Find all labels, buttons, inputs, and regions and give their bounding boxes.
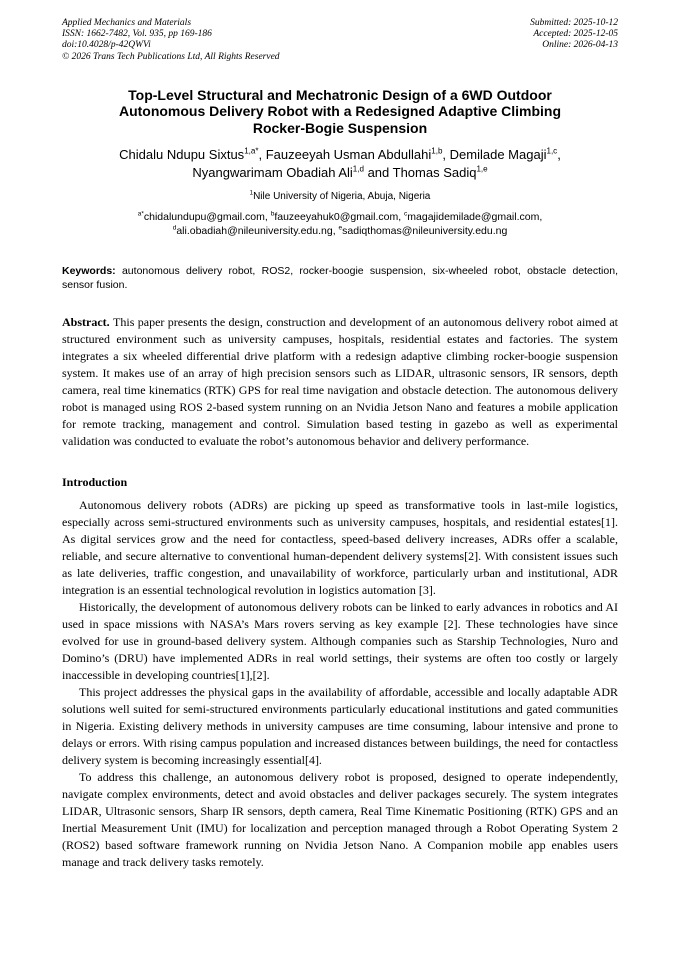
email-line-1: $^{a*}$chidalundupu@gmail.com, $^b$fauzeeyahuk0@gmail.com, $^c$magajidemilade@gmail.com, (137, 210, 543, 224)
paper-title-line-2: Autonomous Delivery Robot with a Redesigned Adaptive Climbing (118, 103, 562, 120)
author-list (62, 146, 618, 181)
online-date: Online: 2026-04-13 (542, 40, 618, 51)
paper-title-line-3: Rocker-Bogie Suspension (252, 119, 428, 136)
abstract: Abstract. This paper presents the design, construction and development of an autonomous delivery robot aimed at structured environment such as university campuses, hospitals, residential estates and factories. The system integrates a six wheeled differential drive platform with a redesign adaptive climbing rocker-boogie suspension system. It makes use of an array of high precision sensors such as LIDAR, ultrasonic sensors, IR sensors, depth camera, real time kinematics (RTK) GPS for real time navigation and obstacle detection. The autonomous delivery robot is managed using ROS 2-based system running on an Nvidia Jetson Nano and features a mobile application for remote tracking, management and control. Simulation based testing in gazebo as well as experimental validation was conducted to evaluate the robot’s autonomous behavior and delivery performance. (62, 315, 618, 449)
journal-header (62, 18, 618, 63)
journal-doi: doi:10.4028/p-42QWVi (62, 40, 151, 51)
accepted-date: Accepted: 2025-12-05 (533, 29, 618, 40)
introduction-paragraph-4: To address this challenge, an autonomous delivery robot is proposed, designed to operate independently, navigate complex environments, detect and avoid obstacles and deliver packages securely. The system integrates LIDAR, Ultrasonic sensors, Sharp IR sensors, depth camera, Real Time Kinematic Positioning (RTK) GPS and an Inertial Measurement Unit (IMU) for localization and perception managed through a Robot Operating System 2 (ROS2) based software framework running on Nvidia Jetson Nano. A Companion mobile app enables users manage and track delivery tasks remotely. (62, 770, 618, 870)
paper-title-line-1: Top-Level Structural and Mechatronic Design of a 6WD Outdoor (128, 86, 552, 103)
submitted-date: Submitted: 2025-10-12 (530, 18, 618, 28)
introduction-paragraph-1: Autonomous delivery robots (ADRs) are picking up speed as transformative tools in last-mile logistics, especially across semi-structured environments such as university campuses, hospitals, and residential estates[1]. As digital services grow and the need for contactless, speed-based delivery increases, ADRs offer a scalable, reliable, and secure alternative to conventional human-dependent delivery systems[2]. With consistent issues such as late deliveries, traffic congestion, and unavailability of workforce, particularly urban and institutional, ADR integration is an essential technological revolution in logistics automation [3]. (62, 498, 618, 598)
author-line-1: Chidalu Ndupu Sixtus$^{1,a*}$, Fauzeeyah Usman Abdullahi$^{1,b}$, Demilade Magaji$^{1,c}$, (119, 146, 561, 163)
submission-dates (530, 18, 618, 52)
introduction-paragraph-2: Historically, the development of autonomous delivery robots can be linked to early advances in robotics and AI used in space missions with NASA’s Mars rovers serving as key example [2]. These technologies have since evolved for use in ground-based delivery system. Although companies such as Starship Technologies, Nuro and Domino’s (DRU) have implemented ADRs in real world settings, their systems are often too costly or largely inaccessible in developing countries[1],[2]. (62, 600, 618, 683)
author-emails (62, 211, 618, 238)
paper-title (62, 87, 618, 137)
journal-name: Applied Mechanics and Materials (62, 18, 192, 28)
introduction-heading: Introduction (62, 475, 128, 490)
keywords: Keywords: autonomous delivery robot, ROS2, rocker-boogie suspension, six-wheeled robot, obstacle detection, sensor fusion. (62, 265, 618, 292)
author-line-2: Nyangwarimam Obadiah Ali$^{1,d}$ and Thomas Sadiq$^{1,e}$ (192, 164, 488, 180)
journal-issn-volume: ISSN: 1662-7482, Vol. 935, pp 169-186 (62, 29, 212, 40)
journal-info (62, 18, 280, 63)
affiliation: $^1$Nile University of Nigeria, Abuja, Nigeria (249, 189, 431, 203)
journal-copyright: © 2026 Trans Tech Publications Ltd, All Rights Reserved (62, 51, 280, 62)
introduction-paragraph-3: This project addresses the physical gaps in the availability of affordable, accessible and locally adaptable ADR solutions well suited for semi-structured environments particularly educational institutions and gated communities in Nigeria. Existing delivery methods in university campuses are time consuming, labour intensive and prone to delays or errors. With rising campus population and increased distances between buildings, the need for contactless delivery system is becoming increasingly essential[4]. (62, 685, 618, 768)
email-line-2: $^d$ali.obadiah@nileuniversity.edu.ng, $^e$sadiqthomas@nileuniversity.edu.ng (172, 224, 508, 237)
